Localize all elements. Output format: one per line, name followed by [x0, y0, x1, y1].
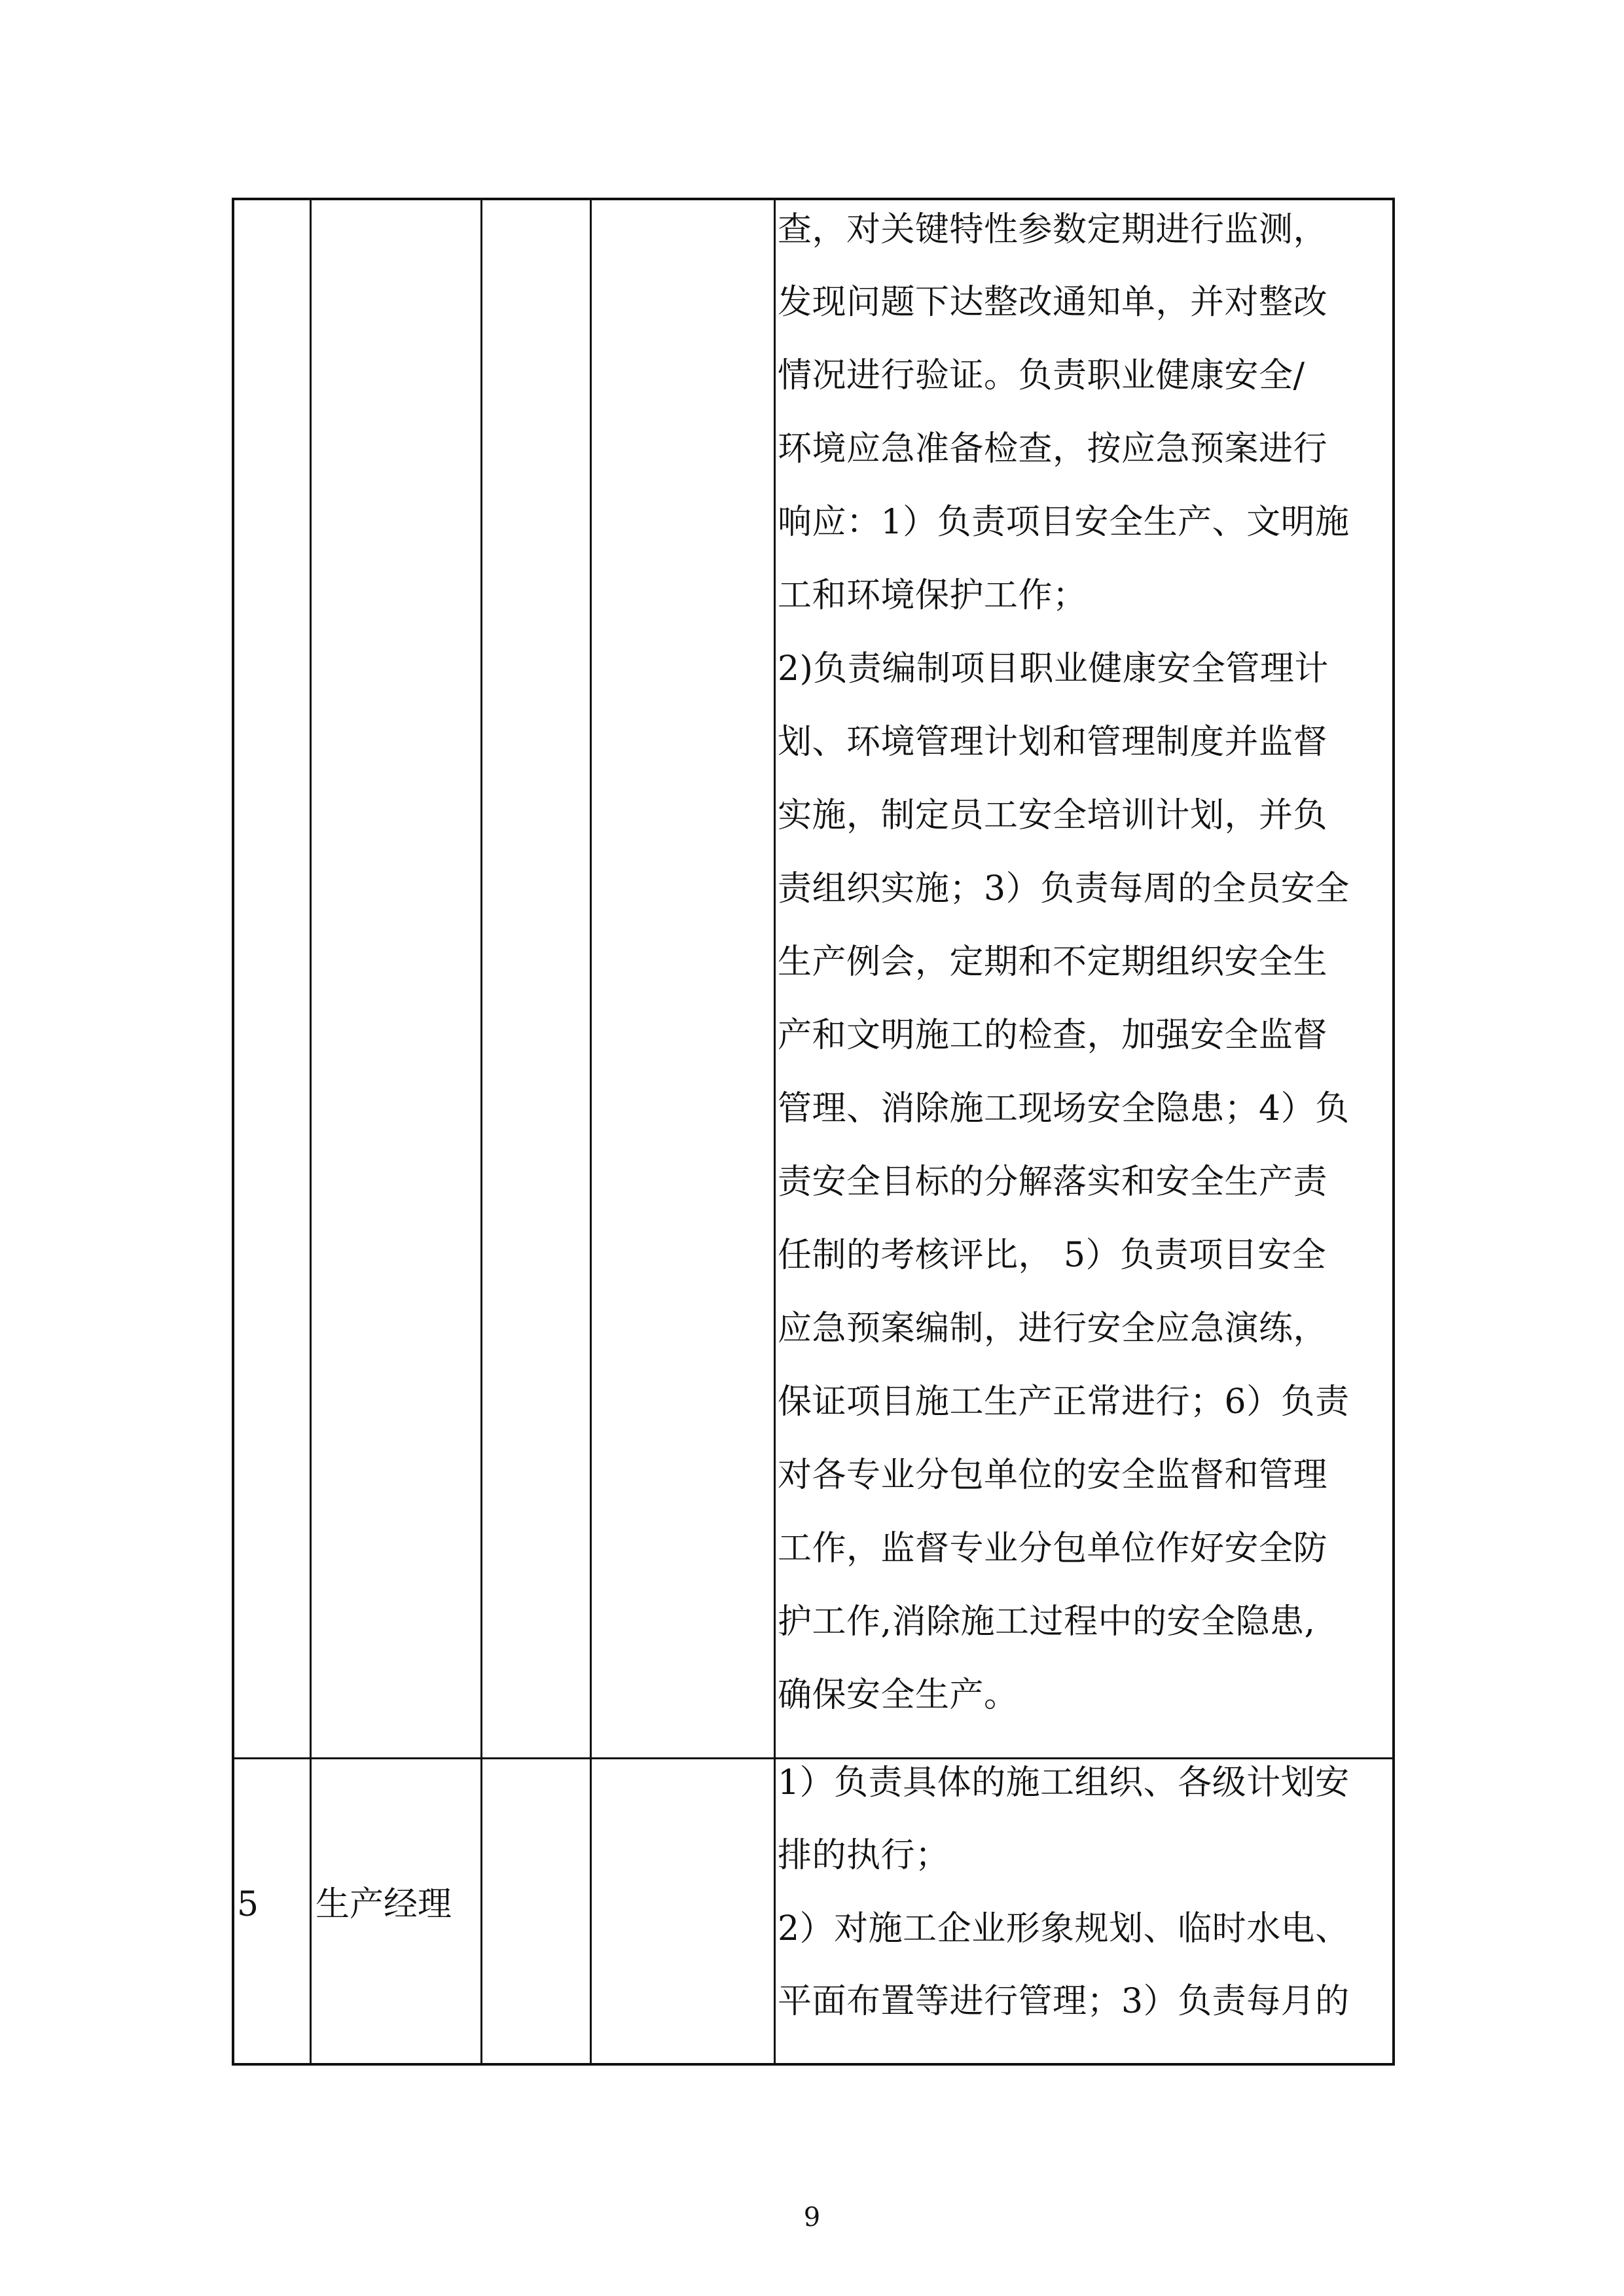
position-name: 生产经理	[316, 1885, 452, 1924]
responsibility-line: 责组织实施；3）负责每周的全员安全	[778, 869, 1350, 908]
table-left-border	[232, 198, 234, 2066]
column-divider-2	[480, 198, 482, 2066]
responsibility-line: 2）对施工企业形象规划、临时水电、	[778, 1909, 1350, 1948]
responsibility-line: 产和文明施工的检查，加强安全监督	[778, 1016, 1328, 1055]
row-divider	[232, 1757, 1395, 1759]
responsibility-line: 查，对关键特性参数定期进行监测，	[778, 210, 1328, 249]
responsibility-line: 环境应急准备检查，按应急预案进行	[778, 429, 1328, 469]
table-top-border	[232, 198, 1395, 200]
responsibility-line: 划、环境管理计划和管理制度并监督	[778, 723, 1328, 762]
responsibility-line: 任制的考核评比， 5）负责项目安全	[778, 1236, 1327, 1275]
responsibility-line: 发现问题下达整改通知单，并对整改	[778, 283, 1328, 322]
responsibility-line: 管理、消除施工现场安全隐患；4）负	[778, 1089, 1350, 1128]
responsibility-line: 确保安全生产。	[778, 1676, 1019, 1715]
responsibility-line: 2)负责编制项目职业健康安全管理计	[778, 649, 1329, 689]
responsibility-line: 工作，监督专业分包单位作好安全防	[778, 1529, 1328, 1568]
responsibility-line: 实施，制定员工安全培训计划，并负	[778, 796, 1328, 835]
table-right-border	[1392, 198, 1395, 2066]
responsibility-line: 情况进行验证。负责职业健康安全/	[778, 356, 1305, 395]
responsibility-line: 责安全目标的分解落实和安全生产责	[778, 1162, 1328, 1202]
responsibility-line: 护工作,消除施工过程中的安全隐患,	[778, 1602, 1316, 1641]
column-divider-1	[310, 198, 312, 2066]
row-number: 5	[237, 1885, 259, 1924]
responsibility-line: 平面布置等进行管理；3）负责每月的	[778, 1982, 1350, 2021]
responsibility-line: 对各专业分包单位的安全监督和管理	[778, 1456, 1328, 1495]
responsibility-line: 排的执行；	[778, 1836, 950, 1875]
table-bottom-border	[232, 2063, 1395, 2066]
page-number: 9	[803, 2202, 821, 2233]
column-divider-4	[774, 198, 776, 2066]
column-divider-3	[590, 198, 592, 2066]
responsibility-line: 应急预案编制，进行安全应急演练，	[778, 1309, 1328, 1348]
responsibility-line: 1）负责具体的施工组织、各级计划安	[778, 1763, 1350, 1803]
responsibility-line: 工和环境保护工作；	[778, 576, 1087, 615]
responsibility-line: 生产例会，定期和不定期组织安全生	[778, 942, 1328, 982]
responsibility-line: 保证项目施工生产正常进行；6）负责	[778, 1382, 1350, 1422]
responsibility-line: 响应：1）负责项目安全生产、文明施	[778, 503, 1350, 542]
